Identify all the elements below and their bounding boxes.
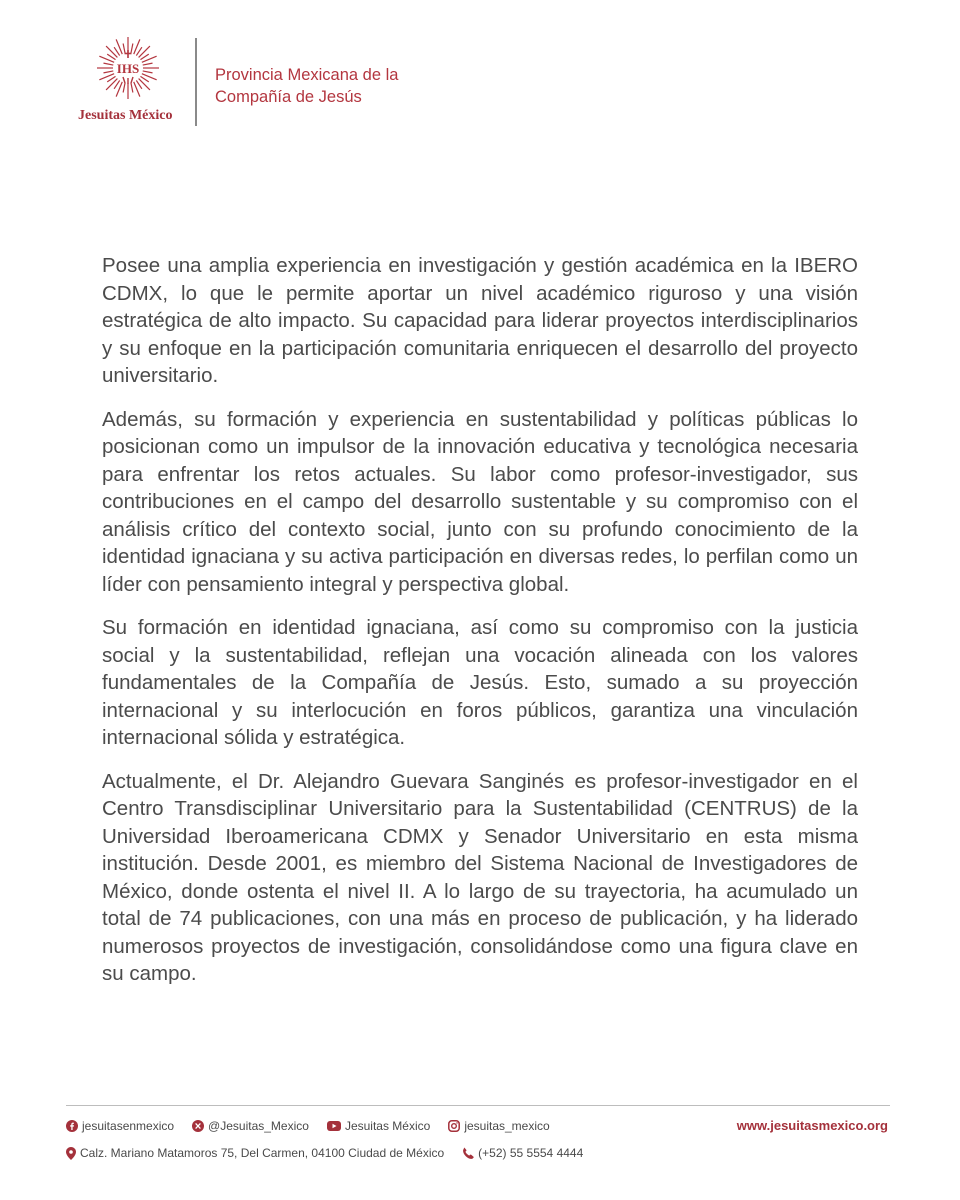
social-youtube[interactable] <box>327 1119 430 1133</box>
phone[interactable] <box>462 1146 583 1160</box>
sunburst-ray <box>131 43 133 53</box>
logo-text: Jesuitas México <box>78 108 173 123</box>
social-facebook-label: jesuitasenmexico <box>82 1119 175 1133</box>
social-instagram-label: jesuitas_mexico <box>464 1119 550 1133</box>
facebook-icon <box>66 1120 78 1132</box>
social-links <box>66 1119 568 1133</box>
paragraph-3: Su formación en identidad ignaciana, así como su compromiso con la justicia social y la sustentabilidad, reflejan una vocación alineada con los valores fundamentales de la Compañía de Jesús. Esto, sumado a su proyección internacional y su interlocución en foros públicos, garantiza una vinculación internacional sólida y estratégica. <box>102 616 858 749</box>
youtube-icon <box>327 1121 341 1131</box>
sunburst-ray <box>103 71 113 73</box>
sunburst-ray <box>139 79 150 90</box>
ihs-sunburst-icon <box>92 36 164 102</box>
paragraph-4: Actualmente, el Dr. Alejandro Guevara Sanginés es profesor-investigador en el Centro Transdisciplinar Universitario para la Sustentabilidad (CENTRUS) de la Universidad Iberoamericana CDMX y Senador Universitario en esta misma institución. Desde 2001, es miembro del Sistema Nacional de Investigadores de México, donde ostenta el nivel II. A lo largo de su trayectoria, ha acumulado un total de 74 publicaciones, con una más en proceso de publicación, y ha liderado numerosos proyectos de investigación, consolidándose como una figura clave en su campo. <box>102 769 858 985</box>
sunburst-ray <box>139 46 150 57</box>
paragraph-1: Posee una amplia experiencia en investigación y gestión académica en la IBERO CDMX, lo que le permite aportar un nivel académico riguroso y una visión estratégica de alto impacto. Su capacidad para liderar proyectos interdisciplinarios y su enfoque en la participación comunitaria enriquecen el desarrollo del proyecto universitario. <box>102 254 858 387</box>
social-x[interactable] <box>192 1119 309 1133</box>
header-divider <box>195 38 197 126</box>
social-x-label: @Jesuitas_Mexico <box>208 1119 309 1133</box>
sunburst-ray <box>103 63 113 65</box>
province-line-2: Compañía de Jesús <box>215 88 362 106</box>
sunburst-ray <box>143 71 153 73</box>
paragraph-2: Además, su formación y experiencia en sustentabilidad y políticas públicas lo posicionan como un impulsor de la innovación educativa y tecnológica necesaria para enfrentar los retos actuales. Su labor como profesor-investigador, sus contribuciones en el campo del desarrollo sustentable y su compromiso con el análisis crítico del contexto social, junto con su profundo conocimiento de la identidad ignaciana y su activa participación en diversas redes, lo perfilan como un líder con pensamiento integral y perspectiva global. <box>102 407 858 596</box>
social-youtube-label: Jesuitas México <box>344 1119 431 1133</box>
phone-icon <box>462 1147 474 1159</box>
document-body <box>102 252 858 1004</box>
province-line-1: Provincia Mexicana de la <box>215 66 399 84</box>
sunburst-ray <box>106 79 117 90</box>
sunburst-ray <box>106 46 117 57</box>
address <box>66 1146 444 1160</box>
sunburst-ray <box>123 43 125 53</box>
province-title <box>215 64 398 108</box>
social-instagram[interactable] <box>448 1119 549 1133</box>
website-link[interactable]: www.jesuitasmexico.org <box>736 1118 888 1133</box>
svg-text:IHS: IHS <box>116 61 140 76</box>
social-facebook[interactable] <box>66 1119 174 1133</box>
x-icon <box>192 1120 204 1132</box>
address-text: Calz. Mariano Matamoros 75, Del Carmen, 04100 Ciudad de México <box>80 1146 445 1160</box>
sunburst-ray <box>123 83 125 93</box>
sunburst-ray <box>131 83 133 93</box>
jesuitas-logo <box>78 36 180 128</box>
location-pin-icon <box>66 1147 76 1160</box>
contact-info <box>66 1146 601 1160</box>
instagram-icon <box>448 1120 460 1132</box>
phone-text: (+52) 55 5554 4444 <box>478 1146 584 1160</box>
footer-divider <box>66 1105 890 1106</box>
sunburst-ray <box>143 63 153 65</box>
